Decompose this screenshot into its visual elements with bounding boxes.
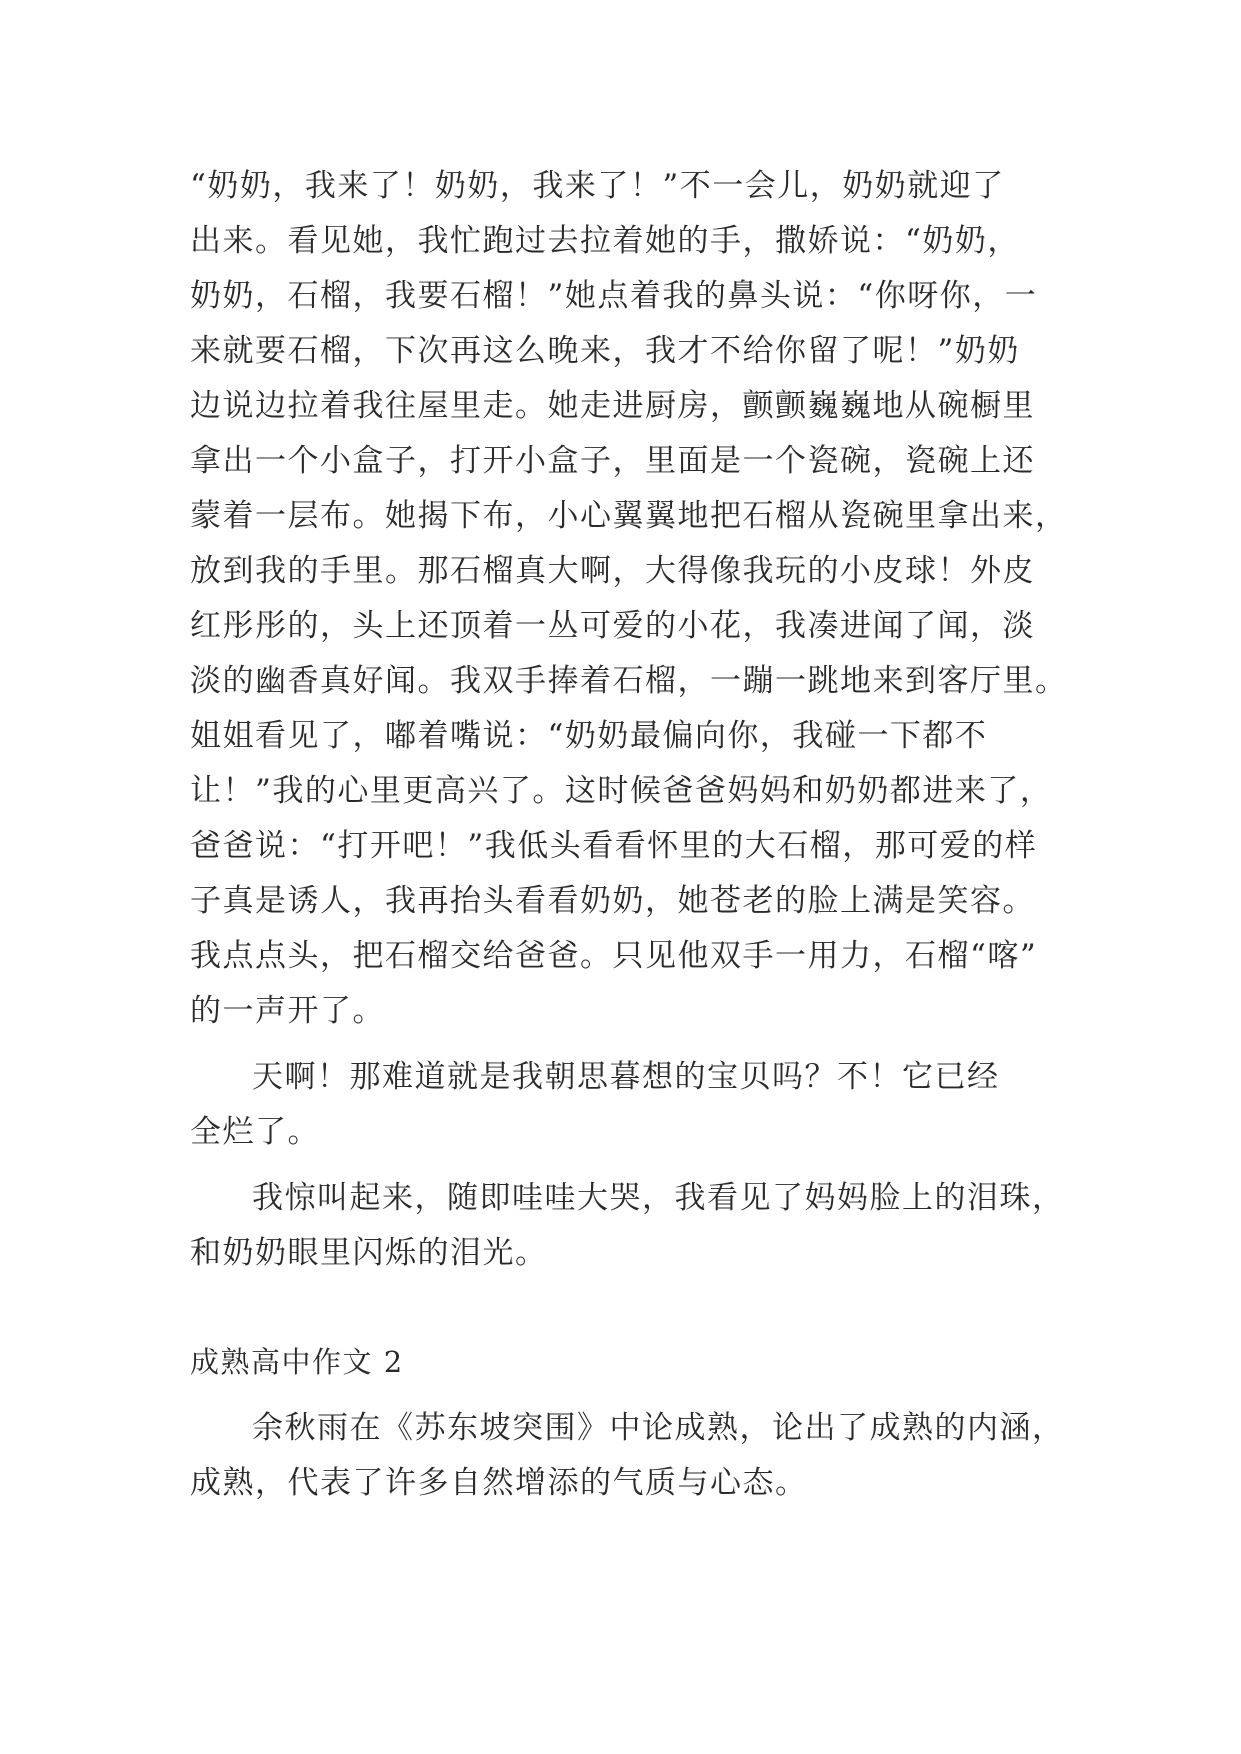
paragraph-1-line: 拿出一个小盒子，打开小盒子，里面是一个瓷碗，瓷碗上还 [190,443,1035,479]
paragraph-2-line: 天啊！那难道就是我朝思暮想的宝贝吗？不！它已经 [252,1059,1000,1095]
paragraph-1-line: 红彤彤的，头上还顶着一丛可爱的小花，我凑进闻了闻，淡 [190,608,1035,644]
paragraph-1-line: 姐姐看见了，嘟着嘴说：“奶奶最偏向你，我碰一下都不 [190,718,988,754]
paragraph-1-line: 爸爸说：“打开吧！”我低头看看怀里的大石榴，那可爱的样 [190,828,1038,864]
paragraph-2-line: 全烂了。 [190,1114,320,1150]
paragraph-1-line: 边说边拉着我往屋里走。她走进厨房，颤颤巍巍地从碗橱里 [190,388,1035,424]
paragraph-1-line: “奶奶，我来了！奶奶，我来了！”不一会儿，奶奶就迎了 [190,168,1005,204]
section-title: 成熟高中作文 2 [190,1345,404,1379]
paragraph-1-line: 的一声开了。 [190,993,385,1029]
paragraph-1-line: 奶奶，石榴，我要石榴！”她点着我的鼻头说：“你呀你，一 [190,278,1038,314]
paragraph-1-line: 蒙着一层布。她揭下布，小心翼翼地把石榴从瓷碗里拿出来， [190,498,1068,534]
paragraph-1-line: 子真是诱人，我再抬头看看奶奶，她苍老的脸上满是笑容。 [190,883,1035,919]
paragraph-4-line: 余秋雨在《苏东坡突围》中论成熟，论出了成熟的内涵， [252,1410,1065,1446]
paragraph-1-line: 来就要石榴，下次再这么晚来，我才不给你留了呢！”奶奶 [190,333,1020,369]
paragraph-1-line: 让！”我的心里更高兴了。这时候爸爸妈妈和奶奶都进来了， [190,773,1053,809]
paragraph-1-line: 淡的幽香真好闻。我双手捧着石榴，一蹦一跳地来到客厅里。 [190,663,1068,699]
paragraph-1-line: 放到我的手里。那石榴真大啊，大得像我玩的小皮球！外皮 [190,553,1035,589]
paragraph-4-line: 成熟，代表了许多自然增添的气质与心态。 [190,1465,808,1501]
paragraph-1-line: 我点点头，把石榴交给爸爸。只见他双手一用力，石榴“喀” [190,938,1038,974]
paragraph-3-line: 和奶奶眼里闪烁的泪光。 [190,1235,548,1271]
paragraph-1-line: 出来。看见她，我忙跑过去拉着她的手，撒娇说：“奶奶， [190,223,1020,259]
paragraph-3-line: 我惊叫起来，随即哇哇大哭，我看见了妈妈脸上的泪珠， [252,1180,1065,1216]
